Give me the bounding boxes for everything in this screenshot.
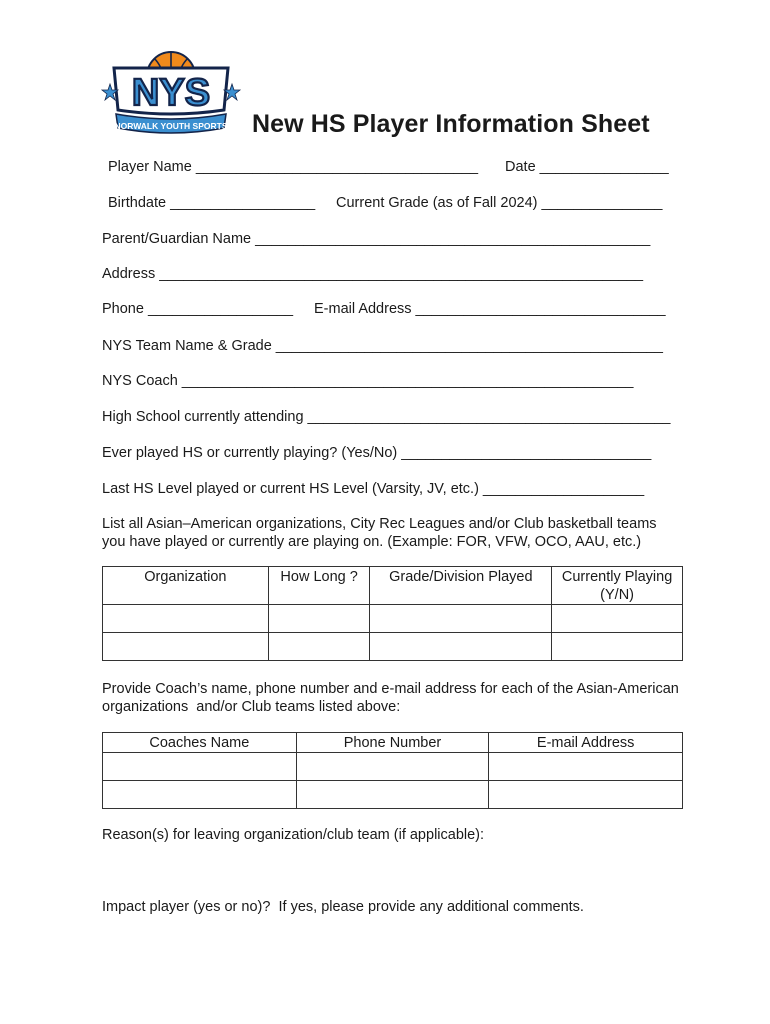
- impact-question: Impact player (yes or no)? If yes, please provide any additional comments.: [102, 899, 584, 915]
- table-row: [103, 753, 683, 781]
- coach-instructions-line-1: Provide Coach’s name, phone number and e-mail address for each of the Asian-American: [102, 681, 679, 697]
- coach-table: [102, 732, 683, 809]
- table-cell[interactable]: [552, 633, 683, 661]
- reasons-question: Reason(s) for leaving organization/club team (if applicable):: [102, 827, 485, 843]
- logo-banner: NORWALK YOUTH SPORTS: [114, 121, 228, 131]
- table-cell[interactable]: [489, 753, 683, 781]
- coach-header-email: E-mail Address: [489, 733, 683, 753]
- table-cell[interactable]: [103, 781, 297, 809]
- date-field[interactable]: Date ________________: [505, 159, 669, 175]
- nys-logo: [100, 44, 242, 140]
- table-cell[interactable]: [103, 753, 297, 781]
- table-cell[interactable]: [370, 633, 552, 661]
- table-cell[interactable]: [268, 633, 370, 661]
- table-row: [103, 605, 683, 633]
- table-cell[interactable]: [552, 605, 683, 633]
- nys-logo-graphic: [100, 44, 242, 140]
- table-cell[interactable]: [103, 633, 269, 661]
- parent-guardian-field[interactable]: Parent/Guardian Name _________________________________________________: [102, 231, 651, 247]
- org-header-how-long: How Long ?: [268, 567, 370, 605]
- address-field[interactable]: Address ____________________________________________________________: [102, 266, 644, 282]
- org-header-grade-division: Grade/Division Played: [370, 567, 552, 605]
- org-header-currently-playing: Currently Playing (Y/N): [552, 567, 683, 605]
- table-row: [103, 781, 683, 809]
- table-header-row: [103, 733, 683, 753]
- org-header-organization: Organization: [103, 567, 269, 605]
- phone-field[interactable]: Phone __________________: [102, 301, 294, 317]
- organization-table: [102, 566, 683, 661]
- nys-coach-field[interactable]: NYS Coach ________________________________________________________: [102, 373, 634, 389]
- table-cell[interactable]: [296, 781, 489, 809]
- table-header-row: [103, 567, 683, 605]
- current-grade-field[interactable]: Current Grade (as of Fall 2024) _______________: [336, 195, 663, 211]
- email-field[interactable]: E-mail Address _______________________________: [314, 301, 666, 317]
- org-instructions-line-2: you have played or currently are playing on. (Example: FOR, VFW, OCO, AAU, etc.): [102, 534, 642, 550]
- table-cell[interactable]: [296, 753, 489, 781]
- coach-header-name: Coaches Name: [103, 733, 297, 753]
- page-title: New HS Player Information Sheet: [252, 110, 650, 138]
- hs-level-field[interactable]: Last HS Level played or current HS Level (Varsity, JV, etc.) ____________________: [102, 481, 645, 497]
- player-name-field[interactable]: Player Name ___________________________________: [108, 159, 479, 175]
- coach-header-phone: Phone Number: [296, 733, 489, 753]
- table-cell[interactable]: [489, 781, 683, 809]
- table-row: [103, 633, 683, 661]
- table-cell[interactable]: [103, 605, 269, 633]
- org-instructions-line-1: List all Asian–American organizations, City Rec Leagues and/or Club basketball teams: [102, 516, 657, 532]
- hs-played-field[interactable]: Ever played HS or currently playing? (Yes/No) _______________________________: [102, 445, 652, 461]
- logo-letters: NYS: [131, 72, 211, 114]
- high-school-field[interactable]: High School currently attending _____________________________________________: [102, 409, 671, 425]
- table-cell[interactable]: [268, 605, 370, 633]
- coach-instructions-line-2: organizations and/or Club teams listed above:: [102, 699, 401, 715]
- team-name-field[interactable]: NYS Team Name & Grade ________________________________________________: [102, 338, 663, 354]
- birthdate-field[interactable]: Birthdate __________________: [108, 195, 316, 211]
- table-cell[interactable]: [370, 605, 552, 633]
